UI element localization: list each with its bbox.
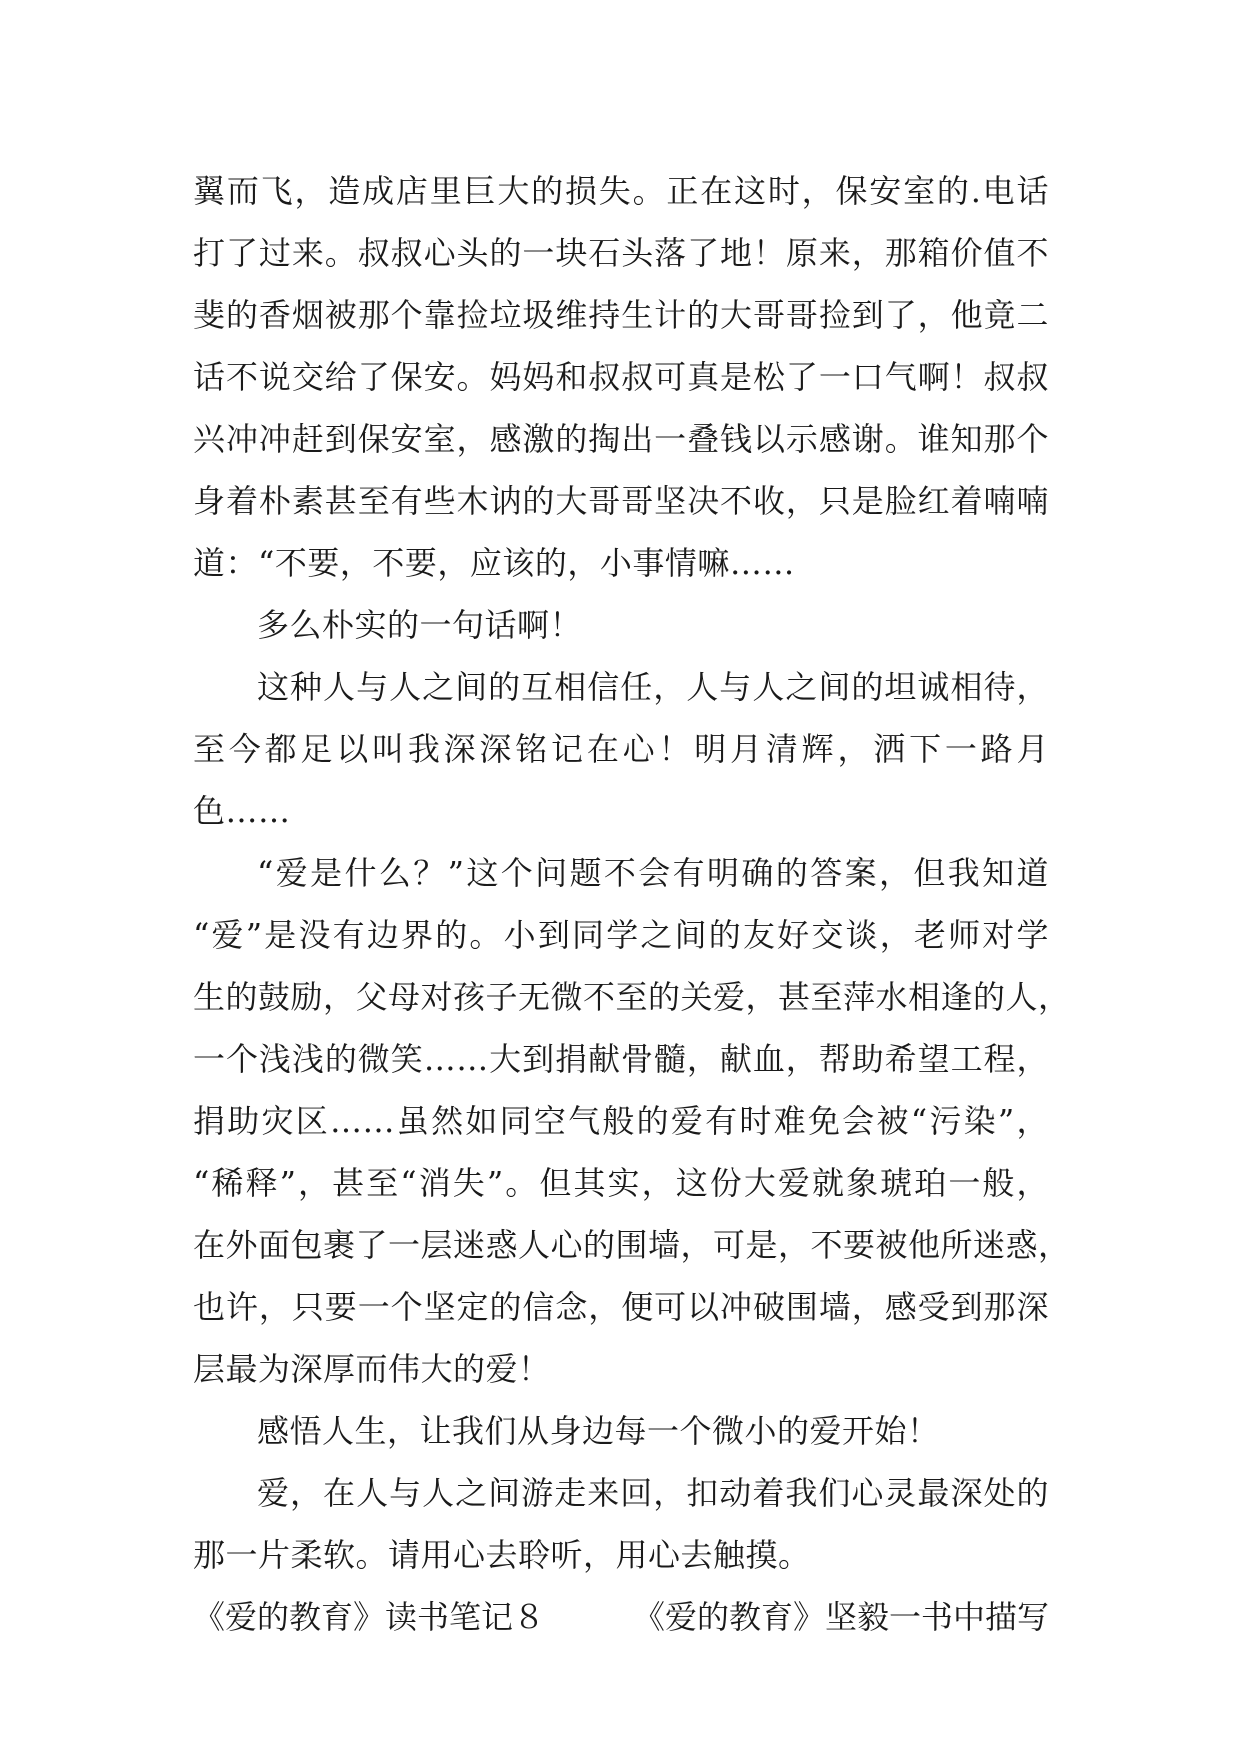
paragraph-line: 斐的香烟被那个靠捡垃圾维持生计的大哥哥捡到了，他竟二 (193, 296, 1049, 334)
section-heading-continuation: 《爱的教育》坚毅一书中描写 (632, 1598, 1049, 1636)
section-heading-title: 《爱的教育》读书笔记８ (193, 1598, 546, 1636)
paragraph-line: 兴冲冲赶到保安室，感激的掏出一叠钱以示感谢。谁知那个 (193, 420, 1049, 458)
section-heading (193, 1586, 1049, 1648)
paragraph-line: 这种人与人之间的互相信任，人与人之间的坦诚相待， (257, 668, 1049, 706)
paragraph-line: 至今都足以叫我深深铭记在心！明月清辉，洒下一路月 (193, 730, 1049, 768)
paragraph-line: 色…… (193, 792, 291, 830)
paragraph-line: 生的鼓励，父母对孩子无微不至的关爱，甚至萍水相逢的人， (193, 978, 1071, 1016)
paragraph-line: “爱”是没有边界的。小到同学之间的友好交谈，老师对学 (193, 916, 1049, 954)
paragraph-line: 在外面包裹了一层迷惑人心的围墙，可是，不要被他所迷惑， (193, 1226, 1071, 1264)
paragraph-line: 感悟人生，让我们从身边每一个微小的爱开始！ (257, 1412, 940, 1450)
paragraph-line: 也许，只要一个坚定的信念，便可以冲破围墙，感受到那深 (193, 1288, 1049, 1326)
paragraph-line: 多么朴实的一句话啊！ (257, 606, 583, 644)
paragraph-line: 层最为深厚而伟大的爱！ (193, 1350, 551, 1388)
paragraph-line: 一个浅浅的微笑……大到捐献骨髓，献血，帮助希望工程， (193, 1040, 1049, 1078)
document-body (193, 160, 1071, 1648)
paragraph-line: “稀释”，甚至“消失”。但其实，这份大爱就象琥珀一般， (193, 1164, 1049, 1202)
paragraph-line: 话不说交给了保安。妈妈和叔叔可真是松了一口气啊！叔叔 (193, 358, 1049, 396)
paragraph-line: 爱，在人与人之间游走来回，扣动着我们心灵最深处的 (257, 1474, 1049, 1512)
paragraph-line: 那一片柔软。请用心去聆听，用心去触摸。 (193, 1536, 811, 1574)
paragraph-line: 道：“不要，不要，应该的，小事情嘛…… (193, 544, 795, 582)
paragraph-line: 身着朴素甚至有些木讷的大哥哥坚决不收，只是脸红着喃喃 (193, 482, 1049, 520)
paragraph-line: 翼而飞，造成店里巨大的损失。正在这时，保安室的.电话 (193, 172, 1049, 210)
paragraph-line: 打了过来。叔叔心头的一块石头落了地！原来，那箱价值不 (193, 234, 1049, 272)
paragraph-line: “爱是什么？”这个问题不会有明确的答案，但我知道 (257, 854, 1049, 892)
paragraph-line: 捐助灾区……虽然如同空气般的爱有时难免会被“污染”， (193, 1102, 1049, 1140)
